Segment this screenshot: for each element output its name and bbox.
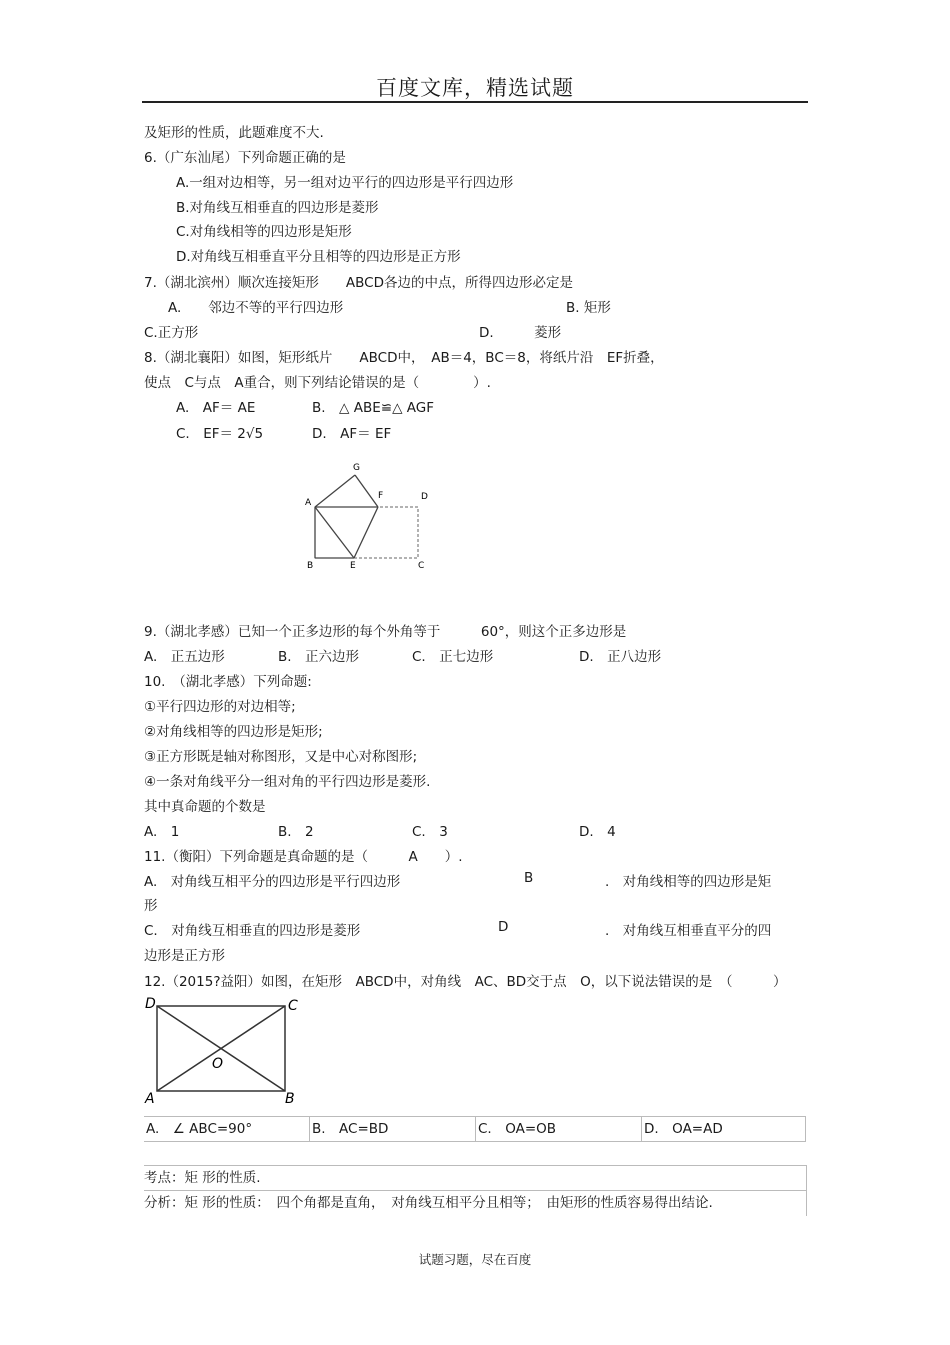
fig8-label-d: D xyxy=(421,492,428,502)
kaodian-text: 考点：矩 形的性质. xyxy=(144,1166,806,1191)
question-9: 9.（湖北孝感）已知一个正多边形的每个外角等于 60°，则这个正多边形是 xyxy=(144,624,627,640)
analysis-box xyxy=(144,1165,807,1216)
q10-statement-1: ①平行四边形的对边相等; xyxy=(144,699,296,715)
q11-option-b-text: . 对角线相等的四边形是矩 xyxy=(605,874,772,890)
q11-option-d-cont: 边形是正方形 xyxy=(144,948,225,964)
figure-q12 xyxy=(140,992,310,1110)
figure-q8 xyxy=(290,455,450,575)
q7-option-b: B. 矩形 xyxy=(566,300,611,316)
q10-option-a: A. 1 xyxy=(144,824,180,840)
header-rule xyxy=(142,101,808,103)
q11-option-d-letter: D xyxy=(498,919,509,935)
q8-option-b: B. △ ABE≌△ AGF xyxy=(312,400,434,416)
q6-option-c: C.对角线相等的四边形是矩形 xyxy=(176,224,352,240)
q10-prompt: 其中真命题的个数是 xyxy=(144,799,266,815)
q6-option-d: D.对角线互相垂直平分且相等的四边形是正方形 xyxy=(176,249,461,265)
q11-option-d-text: . 对角线互相垂直平分的四 xyxy=(605,923,772,939)
q9-option-c: C. 正七边形 xyxy=(412,649,494,665)
q12-option-b: B. AC=BD xyxy=(310,1117,476,1141)
q12-option-d: D. OA=AD xyxy=(642,1117,806,1141)
q6-option-a: A.一组对边相等，另一组对边平行的四边形是平行四边形 xyxy=(176,175,514,191)
page-header-title: 百度文库，精选试题 xyxy=(376,76,574,100)
fig12-label-d: D xyxy=(145,996,156,1012)
q10-statement-3: ③正方形既是轴对称图形，又是中心对称图形; xyxy=(144,749,418,765)
q8-option-d: D. AF＝ EF xyxy=(312,426,392,442)
q8-option-c: C. EF＝ 2√5 xyxy=(176,426,264,442)
q11-option-a: A. 对角线互相平分的四边形是平行四边形 xyxy=(144,874,401,890)
q10-statement-4: ④一条对角线平分一组对角的平行四边形是菱形. xyxy=(144,774,431,790)
q7-option-d: D. 菱形 xyxy=(479,325,562,341)
q10-option-b: B. 2 xyxy=(278,824,314,840)
q7-option-a: A. 邻边不等的平行四边形 xyxy=(168,300,344,316)
q6-option-b: B.对角线互相垂直的四边形是菱形 xyxy=(176,200,379,216)
question-8: 8.（湖北襄阳）如图，矩形纸片 ABCD中， AB＝4，BC＝8，将纸片沿 EF折叠， xyxy=(144,350,664,366)
q10-option-c: C. 3 xyxy=(412,824,448,840)
page-footer: 试题习题，尽在百度 xyxy=(418,1252,532,1267)
fenxi-text: 分析：矩 形的性质： 四个角都是直角， 对角线互相平分且相等； 由矩形的性质容易得出结论. xyxy=(144,1195,713,1211)
fig8-label-f: F xyxy=(378,491,384,501)
q12-option-c: C. OA=OB xyxy=(476,1117,642,1141)
question-6: 6.（广东汕尾）下列命题正确的是 xyxy=(144,150,346,166)
q10-statement-2: ②对角线相等的四边形是矩形; xyxy=(144,724,323,740)
fig12-label-o: O xyxy=(212,1056,224,1072)
q11-option-b-cont: 形 xyxy=(144,898,158,914)
fig8-label-a: A xyxy=(305,498,312,508)
fig12-label-c: C xyxy=(288,998,298,1014)
fig8-label-c: C xyxy=(418,561,425,571)
q8-option-a: A. AF＝ AE xyxy=(176,400,256,416)
question-7: 7.（湖北滨州）顺次连接矩形 ABCD各边的中点，所得四边形必定是 xyxy=(144,275,573,291)
q11-option-b-letter: B xyxy=(524,870,534,886)
question-10: 10. （湖北孝感）下列命题: xyxy=(144,674,312,690)
fig12-label-b: B xyxy=(285,1091,295,1107)
q9-option-b: B. 正六边形 xyxy=(278,649,360,665)
fig12-label-a: A xyxy=(145,1091,155,1107)
q11-option-c: C. 对角线互相垂直的四边形是菱形 xyxy=(144,923,361,939)
q9-option-d: D. 正八边形 xyxy=(579,649,662,665)
fig8-label-g: G xyxy=(353,463,360,473)
text-line: 及矩形的性质，此题难度不大. xyxy=(144,125,324,141)
q12-options-row xyxy=(144,1116,806,1142)
question-12: 12.（2015?益阳）如图，在矩形 ABCD中，对角线 AC、BD交于点 O，以下说法错误的是 （ ） xyxy=(144,974,787,990)
fig8-label-b: B xyxy=(307,561,314,571)
q10-option-d: D. 4 xyxy=(579,824,616,840)
question-8-cont: 使点 C与点 A重合，则下列结论错误的是（ ）. xyxy=(144,375,491,391)
q12-option-a: A. ∠ ABC=90° xyxy=(144,1117,310,1141)
q7-option-c: C.正方形 xyxy=(144,325,199,341)
fig8-label-e: E xyxy=(350,561,356,571)
q9-option-a: A. 正五边形 xyxy=(144,649,225,665)
question-11: 11.（衡阳）下列命题是真命题的是（ A ）. xyxy=(144,849,463,865)
